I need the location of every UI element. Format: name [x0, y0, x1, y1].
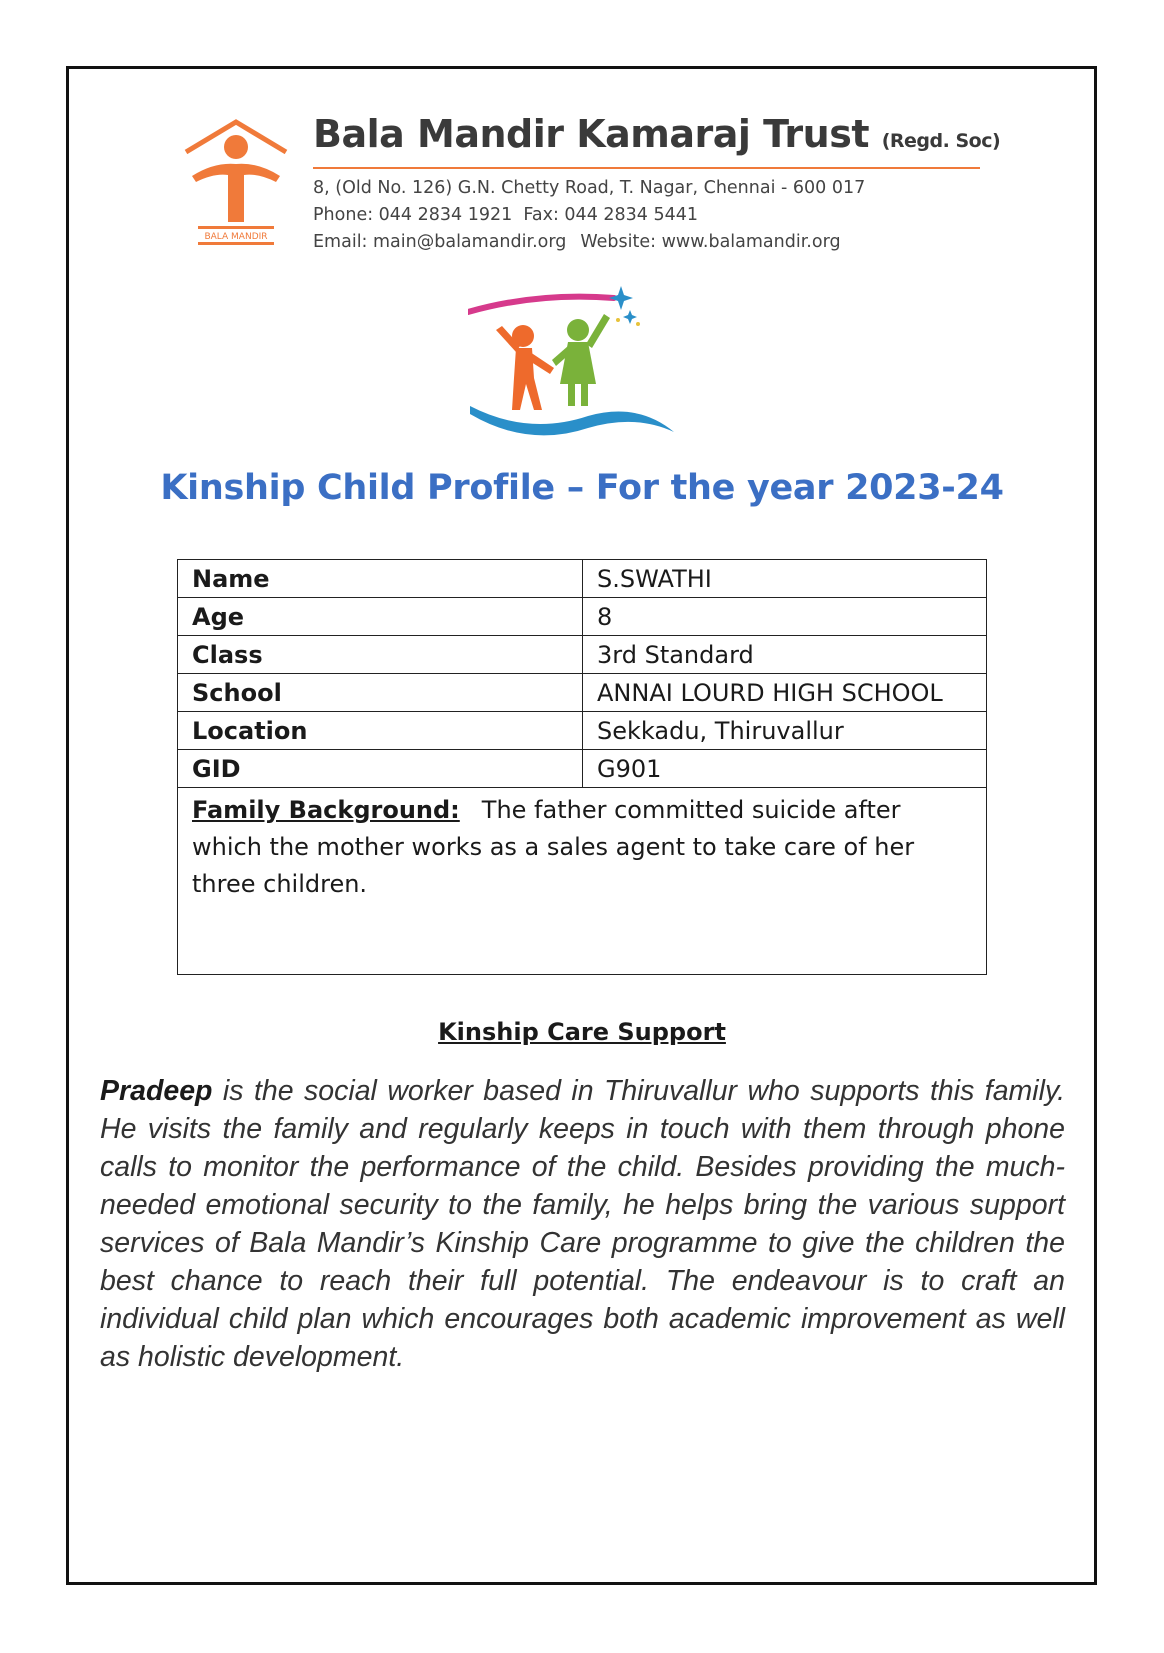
table-row	[178, 712, 987, 750]
bala-mandir-logo-icon	[184, 118, 288, 252]
trust-name: Bala Mandir Kamaraj Trust (Regd. Soc)	[313, 112, 1001, 156]
family-background-text: The father committed suicide after which the mother works as a sales agent to take care of her three children.	[192, 796, 915, 898]
phone-fax	[313, 205, 698, 225]
children-illustration-icon	[468, 286, 690, 452]
field-label: Class	[178, 636, 583, 674]
profile-table	[177, 559, 987, 975]
trust-regd: (Regd. Soc)	[881, 130, 1001, 152]
email: Email: main@balamandir.org	[313, 232, 567, 252]
field-label: Location	[178, 712, 583, 750]
table-row	[178, 674, 987, 712]
address: 8, (Old No. 126) G.N. Chetty Road, T. Nagar, Chennai - 600 017	[313, 178, 866, 198]
support-text: is the social worker based in Thiruvallur who supports this family. He visits the family and regularly keeps in touch with them through phone calls to monitor the performance of the child. Besides providing the much-needed emotional security to the family, he helps bring the various support services of Bala Mandir’s Kinship Care programme to give the children the best chance to reach their full potential. The endeavour is to craft an individual child plan which encourages both academic improvement as well as holistic development.	[100, 1075, 1065, 1373]
field-value: Sekkadu, Thiruvallur	[583, 712, 987, 750]
field-label: Age	[178, 598, 583, 636]
field-label: School	[178, 674, 583, 712]
website: Website: www.balamandir.org	[580, 232, 841, 252]
table-row	[178, 598, 987, 636]
field-value: S.SWATHI	[583, 560, 987, 598]
field-value: 3rd Standard	[583, 636, 987, 674]
family-background	[178, 788, 987, 975]
letterhead	[184, 112, 1001, 262]
social-worker-name: Pradeep	[100, 1075, 213, 1107]
divider	[313, 167, 980, 169]
table-row	[178, 750, 987, 788]
support-paragraph	[100, 1072, 1065, 1376]
section-heading: Kinship Care Support	[438, 1018, 726, 1046]
table-row	[178, 560, 987, 598]
field-value: 8	[583, 598, 987, 636]
field-label: GID	[178, 750, 583, 788]
field-value: ANNAI LOURD HIGH SCHOOL	[583, 674, 987, 712]
page-title: Kinship Child Profile – For the year 2023-24	[160, 468, 1004, 508]
field-label: Name	[178, 560, 583, 598]
table-row	[178, 636, 987, 674]
family-background-label: Family Background:	[192, 796, 460, 824]
logo-caption: BALA MANDIR	[204, 232, 268, 242]
field-value: G901	[583, 750, 987, 788]
phone: Phone: 044 2834 1921	[313, 205, 513, 225]
email-website	[313, 232, 841, 252]
fax: Fax: 044 2834 5441	[523, 205, 699, 225]
family-background-row	[178, 788, 987, 975]
